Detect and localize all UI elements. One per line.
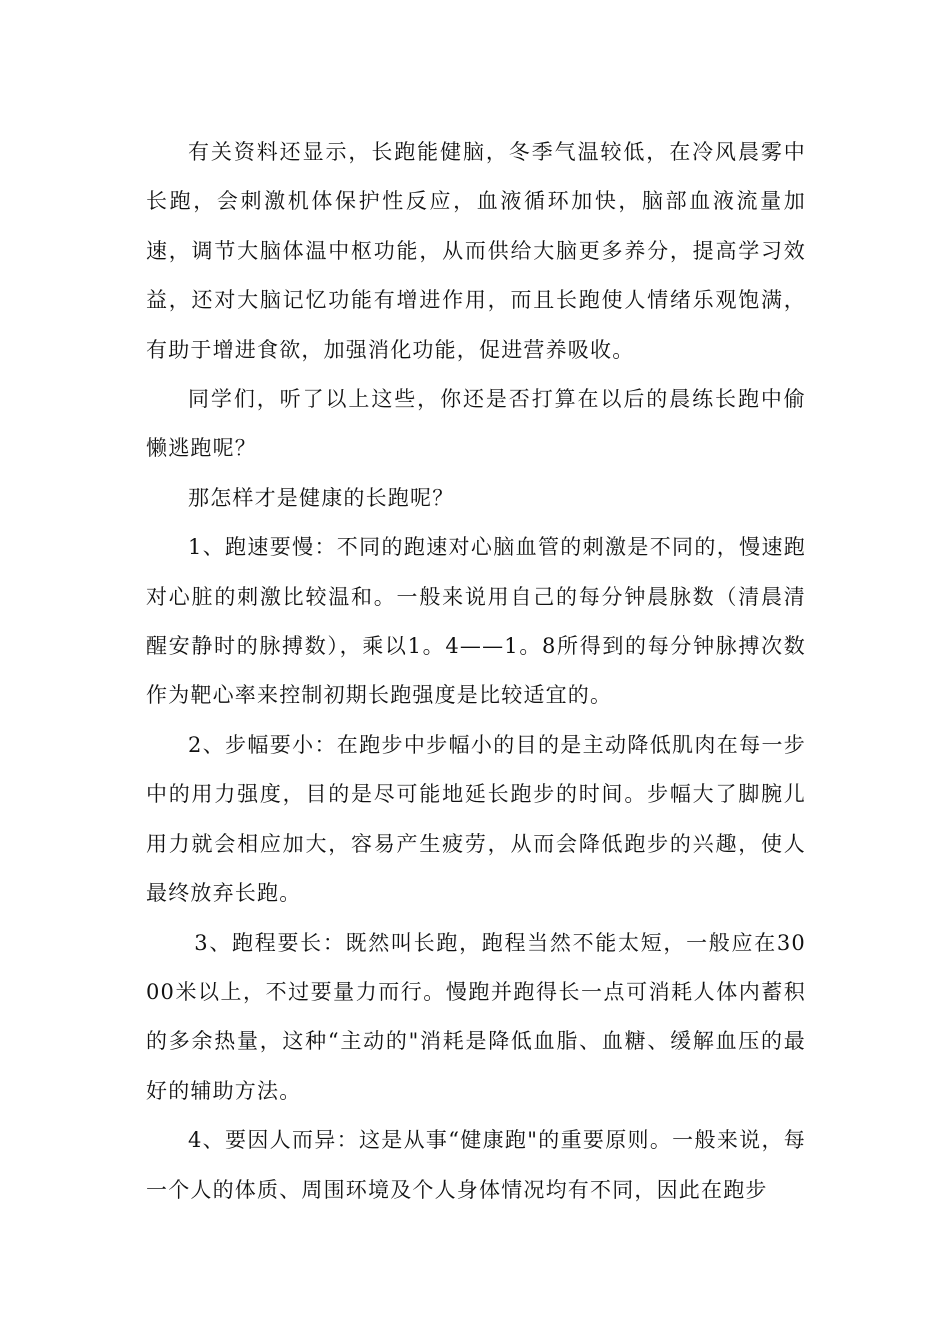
paragraph-how-to-run: 那怎样才是健康的长跑呢？ [188, 485, 455, 510]
paragraph-question-skip: 同学们，听了以上这些，你还是否打算在以后的晨练长跑中偷懒逃跑呢？ [146, 387, 806, 461]
paragraph-brain-benefits: 有关资料还显示，长跑能健脑，冬季气温较低，在冷风晨雾中长跑，会刺激机体保护性反应，血液循环加快，脑部血液流量加速，调节大脑体温中枢功能，从而供给大脑更多养分，提高学习效益，还对大脑记忆功能有增进作用，而且长跑使人情绪乐观饱满，有助于增进食欲，加强消化功能，促进营养吸收。 [146, 140, 806, 362]
document-body [146, 128, 806, 1215]
paragraph-tip-3-distance: 3、跑程要长：既然叫长跑，跑程当然不能太短，一般应在3000米以上，不过要量力而行。慢跑并跑得长一点可消耗人体内蓄积的多余热量，这种“主动的"消耗是降低血脂、血糖、缓解血压的最好的辅助方法。 [146, 930, 806, 1103]
paragraph-tip-4-individual: 4、要因人而异：这是从事“健康跑"的重要原则。一般来说，每一个人的体质、周围环境及个人身体情况均有不同，因此在跑步 [146, 1128, 806, 1202]
paragraph-tip-1-speed: 1、跑速要慢：不同的跑速对心脑血管的刺激是不同的，慢速跑对心脏的刺激比较温和。一般来说用自己的每分钟晨脉数（清晨清醒安静时的脉搏数），乘以1。4——1。8所得到的每分钟脉搏次数作为靶心率来控制初期长跑强度是比较适宜的。 [146, 535, 806, 708]
paragraph-tip-2-stride: 2、步幅要小：在跑步中步幅小的目的是主动降低肌肉在每一步中的用力强度，目的是尽可能地延长跑步的时间。步幅大了脚腕儿用力就会相应加大，容易产生疲劳，从而会降低跑步的兴趣，使人最终放弃长跑。 [146, 732, 806, 906]
